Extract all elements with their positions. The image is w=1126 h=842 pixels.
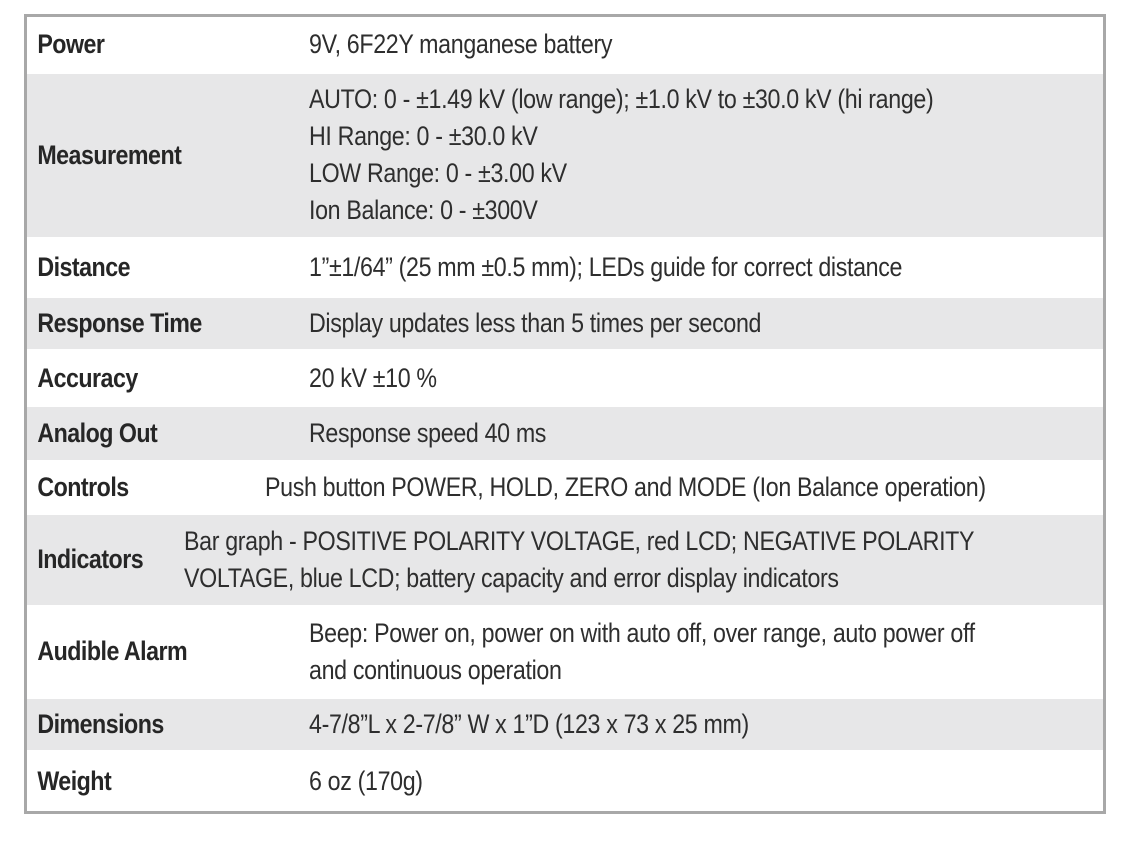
spec-value (309, 249, 1103, 286)
spec-value (309, 305, 1103, 342)
spec-row-distance (27, 239, 1103, 298)
spec-label: Audible Alarm (37, 636, 188, 667)
spec-value (309, 415, 1103, 452)
spec-value-line: VOLTAGE, blue LCD; battery capacity and error display indicators (184, 562, 839, 593)
spec-label: Dimensions (37, 709, 164, 740)
spec-row-response-time (27, 298, 1103, 352)
spec-row-accuracy (27, 351, 1103, 407)
spec-value-line: Display updates less than 5 times per second (309, 308, 762, 339)
spec-row-controls (27, 462, 1103, 516)
spec-value-line: Bar graph - POSITIVE POLARITY VOLTAGE, red LCD; NEGATIVE POLARITY (184, 525, 975, 556)
spec-label: Indicators (37, 544, 144, 575)
spec-row-measurement (27, 74, 1103, 240)
spec-label: Controls (37, 471, 129, 502)
spec-value (309, 763, 1103, 800)
spec-value-line: Beep: Power on, power on with auto off, over range, auto power off (309, 617, 975, 648)
spec-label: Accuracy (37, 362, 138, 393)
spec-value (184, 523, 1103, 597)
spec-value-line: 1”±1/64” (25 mm ±0.5 mm); LEDs guide for correct distance (309, 252, 903, 283)
spec-value-line: 20 kV ±10 % (309, 362, 437, 393)
spec-value (265, 469, 1103, 506)
spec-value (309, 26, 1103, 63)
spec-value-line: and continuous operation (309, 654, 562, 685)
spec-table (24, 14, 1106, 814)
spec-value (309, 706, 1103, 743)
spec-label: Analog Out (37, 417, 158, 448)
spec-label: Distance (37, 252, 130, 283)
spec-row-audible-alarm (27, 607, 1103, 699)
spec-value (309, 81, 1103, 229)
spec-label: Measurement (37, 139, 182, 170)
spec-label: Response Time (37, 308, 202, 339)
spec-value-line: Push button POWER, HOLD, ZERO and MODE (Ion Balance operation) (264, 471, 986, 502)
spec-value-line: Response speed 40 ms (309, 417, 547, 448)
spec-value-line: Ion Balance: 0 - ±300V (309, 195, 538, 226)
spec-value-line: 9V, 6F22Y manganese battery (309, 28, 613, 59)
spec-value (309, 615, 1103, 689)
spec-value-line: 6 oz (170g) (309, 766, 423, 797)
spec-row-weight (27, 752, 1103, 811)
spec-value (309, 360, 1103, 397)
spec-label: Weight (37, 766, 112, 797)
spec-value-line: HI Range: 0 - ±30.0 kV (309, 121, 538, 152)
spec-row-indicators (27, 515, 1103, 606)
spec-value-line: AUTO: 0 - ±1.49 kV (low range); ±1.0 kV to ±30.0 kV (hi range) (309, 84, 934, 115)
spec-row-dimensions (27, 699, 1103, 753)
spec-value-line: 4-7/8”L x 2-7/8” W x 1”D (123 x 73 x 25 mm) (309, 709, 749, 740)
spec-row-power (27, 17, 1103, 74)
spec-value-line: LOW Range: 0 - ±3.00 kV (309, 158, 567, 189)
spec-row-analog-out (27, 407, 1103, 462)
spec-label: Power (37, 28, 105, 59)
